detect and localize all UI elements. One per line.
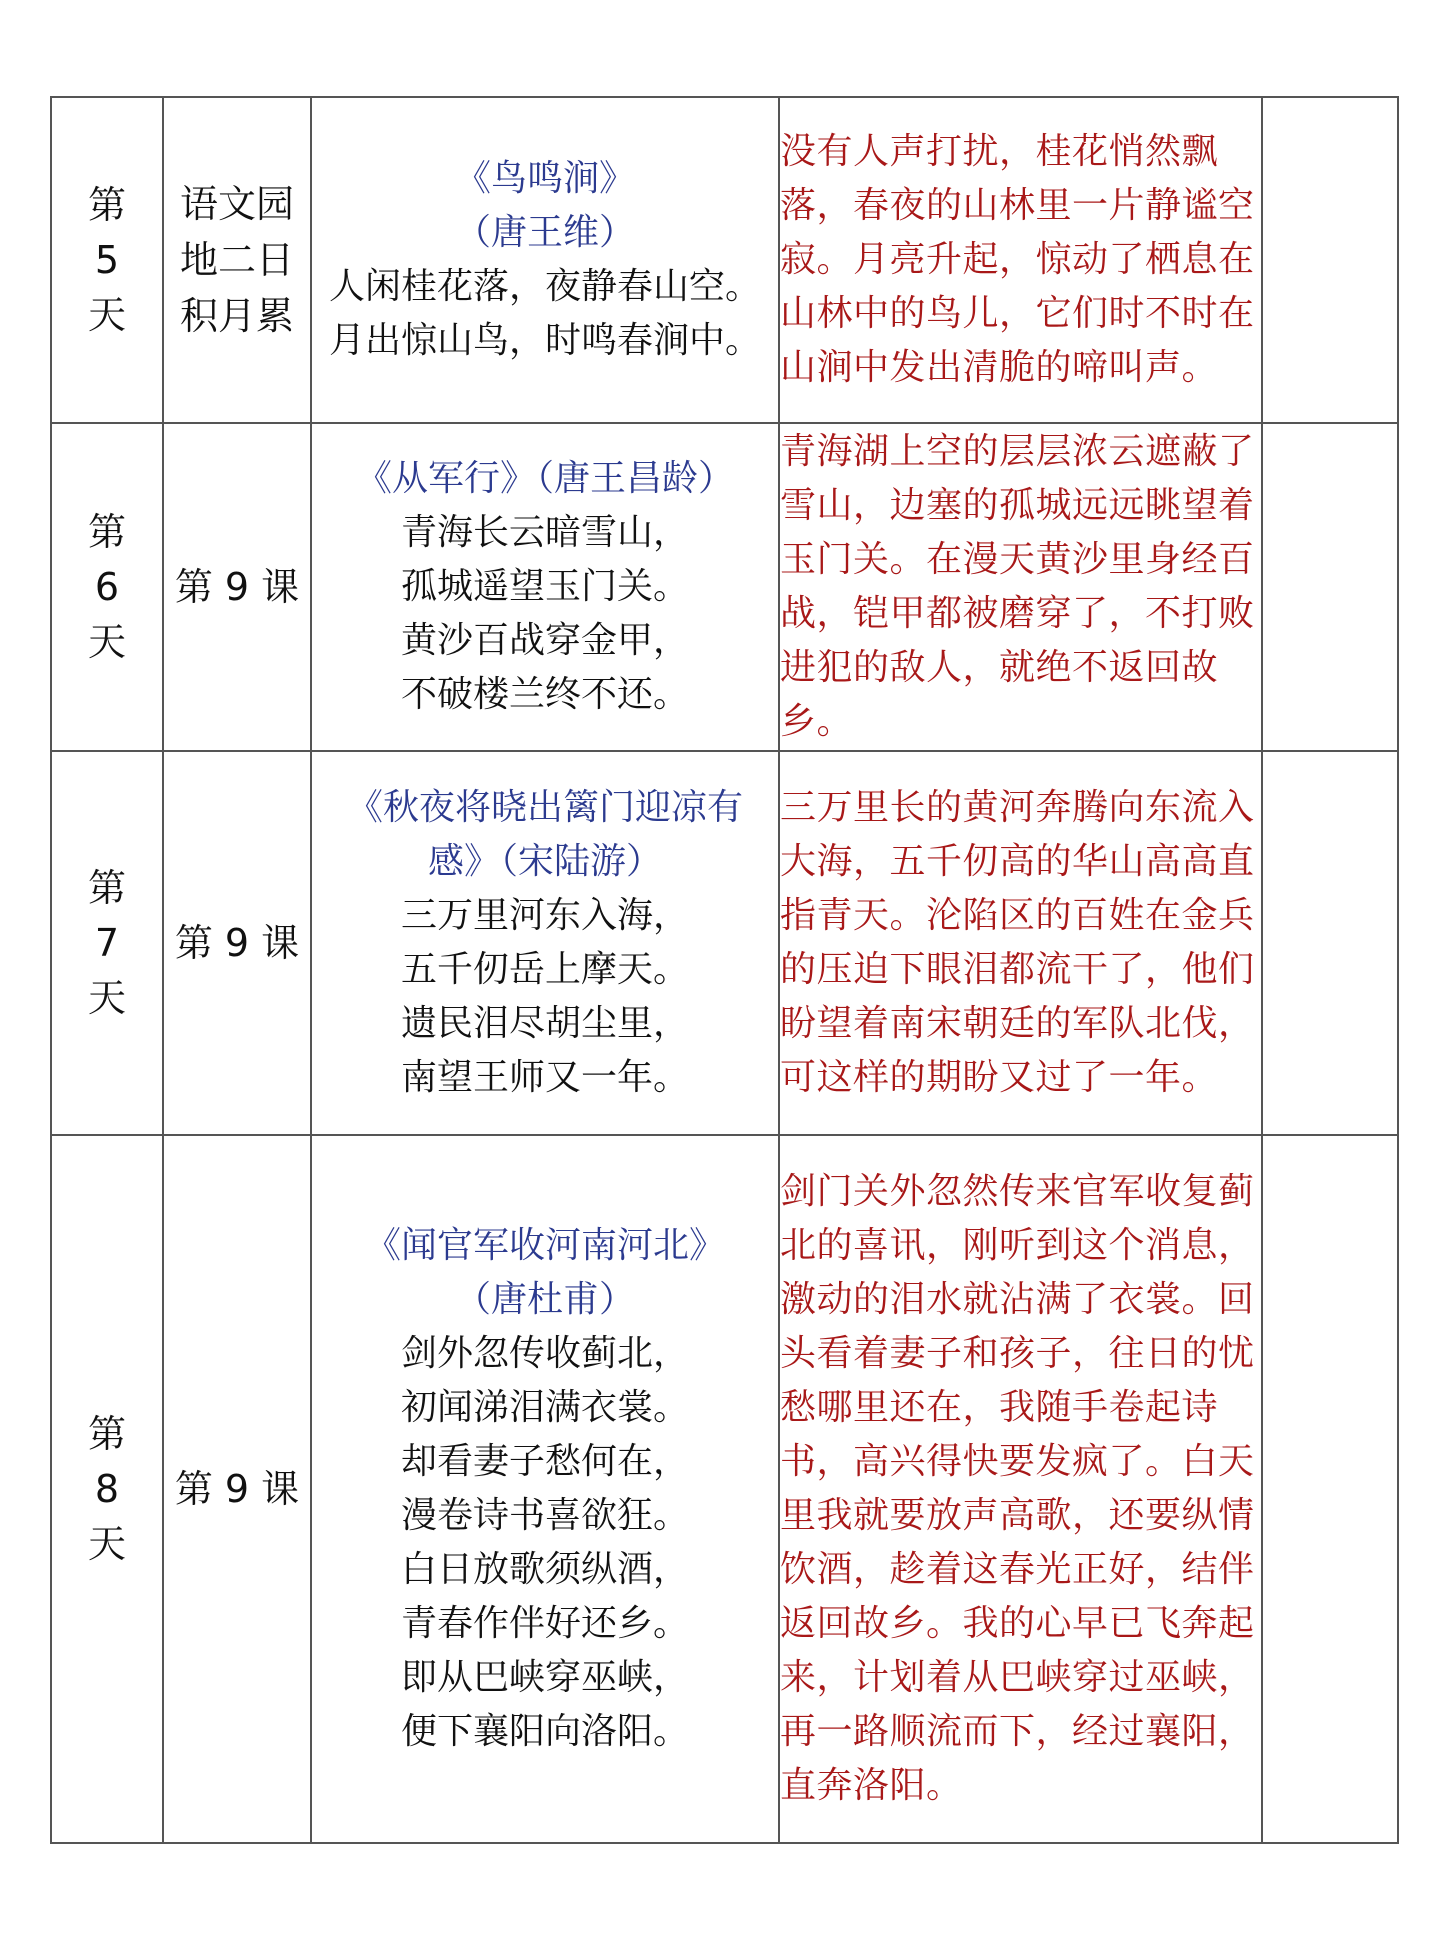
- poem-title-line: 《鸟鸣涧》: [454, 158, 635, 199]
- day-label-line: 5: [94, 237, 120, 282]
- day-label-line: 第: [87, 1411, 126, 1456]
- poem-title-line: 《秋夜将晓出篱门迎凉有: [346, 787, 743, 828]
- poem-title-line: 感》（宋陆游）: [427, 841, 662, 882]
- lesson-label-line: 语文园: [179, 182, 294, 226]
- poem-line: 遗民泪尽胡尘里，: [400, 1003, 689, 1044]
- poem-line: 五千仞岳上摩天。: [400, 949, 689, 990]
- poem-line: 孤城遥望玉门关。: [400, 566, 689, 607]
- translation-cell: 没有人声打扰，桂花悄然飘落，春夜的山林里一片静谧空寂。月亮升起，惊动了栖息在山林中的鸟儿，它们时不时在山涧中发出清脆的啼叫声。: [779, 97, 1262, 423]
- poem-line: 剑外忽传收蓟北，: [400, 1333, 689, 1374]
- lesson-cell: [163, 97, 311, 423]
- lesson-cell: [163, 423, 311, 751]
- study-plan-table: [50, 96, 1399, 1844]
- poem-cell: [311, 423, 779, 751]
- lesson-label-line: 第 9 课: [174, 1467, 300, 1511]
- poem-title-line: （唐杜甫）: [454, 1279, 635, 1320]
- poem-line: 即从巴峡穿巫峡，: [400, 1657, 689, 1698]
- day-label-line: 6: [94, 564, 120, 609]
- poem-line: 黄沙百战穿金甲，: [400, 620, 689, 661]
- day-label-line: 天: [87, 975, 126, 1020]
- poem-title-line: 《从军行》（唐王昌龄）: [355, 458, 734, 499]
- blank-cell: [1262, 751, 1398, 1135]
- poem-cell: [311, 751, 779, 1135]
- translation-cell: 三万里长的黄河奔腾向东流入大海，五千仞高的华山高高直指青天。沦陷区的百姓在金兵的压迫下眼泪都流干了，他们盼望着南宋朝廷的军队北伐，可这样的期盼又过了一年。: [779, 751, 1262, 1135]
- day-label-line: 7: [94, 920, 120, 965]
- day-label-line: 天: [87, 1521, 126, 1566]
- day-label-line: 8: [94, 1466, 120, 1511]
- table-row: [51, 97, 1398, 423]
- poem-line: 便下襄阳向洛阳。: [400, 1711, 689, 1752]
- day-cell: [51, 1135, 163, 1843]
- poem-line: 三万里河东入海，: [400, 895, 689, 936]
- translation-cell: 剑门关外忽然传来官军收复蓟北的喜讯，刚听到这个消息，激动的泪水就沾满了衣裳。回头看着妻子和孩子，往日的忧愁哪里还在，我随手卷起诗书，高兴得快要发疯了。白天里我就要放声高歌，还要纵情饮酒，趁着这春光正好，结伴返回故乡。我的心早已飞奔起来，计划着从巴峡穿过巫峡，再一路顺流而下，经过襄阳，直奔洛阳。: [779, 1135, 1262, 1843]
- day-label-line: 第: [87, 865, 126, 910]
- lesson-cell: [163, 751, 311, 1135]
- poem-title-line: （唐王维）: [454, 212, 635, 253]
- poem-line: 南望王师又一年。: [400, 1057, 689, 1098]
- poem-line: 却看妻子愁何在，: [400, 1441, 689, 1482]
- day-cell: [51, 423, 163, 751]
- lesson-cell: [163, 1135, 311, 1843]
- table-row: [51, 751, 1398, 1135]
- table-row: [51, 423, 1398, 751]
- lesson-label-line: 地二日: [179, 238, 294, 282]
- poem-line: 青春作伴好还乡。: [400, 1603, 689, 1644]
- day-cell: [51, 751, 163, 1135]
- day-label-line: 天: [87, 292, 126, 337]
- blank-cell: [1262, 97, 1398, 423]
- poem-cell: [311, 97, 779, 423]
- translation-cell: 青海湖上空的层层浓云遮蔽了雪山，边塞的孤城远远眺望着玉门关。在漫天黄沙里身经百战，铠甲都被磨穿了，不打败进犯的敌人，就绝不返回故乡。: [779, 423, 1262, 751]
- lesson-label-line: 第 9 课: [174, 921, 300, 965]
- blank-cell: [1262, 423, 1398, 751]
- table-row: [51, 1135, 1398, 1843]
- poem-line: 漫卷诗书喜欲狂。: [400, 1495, 689, 1536]
- day-label-line: 天: [87, 619, 126, 664]
- poem-line: 初闻涕泪满衣裳。: [400, 1387, 689, 1428]
- poem-line: 青海长云暗雪山，: [400, 512, 689, 553]
- poem-line: 白日放歌须纵酒，: [400, 1549, 689, 1590]
- day-label-line: 第: [87, 509, 126, 554]
- day-cell: [51, 97, 163, 423]
- poem-line: 人闲桂花落，夜静春山空。: [328, 266, 761, 307]
- lesson-label-line: 积月累: [179, 294, 294, 338]
- poem-cell: [311, 1135, 779, 1843]
- lesson-label-line: 第 9 课: [174, 565, 300, 609]
- poem-title-line: 《闻官军收河南河北》: [364, 1225, 725, 1266]
- blank-cell: [1262, 1135, 1398, 1843]
- poem-line: 月出惊山鸟，时鸣春涧中。: [328, 320, 761, 361]
- study-plan-body: [51, 97, 1398, 1843]
- day-label-line: 第: [87, 182, 126, 227]
- poem-line: 不破楼兰终不还。: [400, 674, 689, 715]
